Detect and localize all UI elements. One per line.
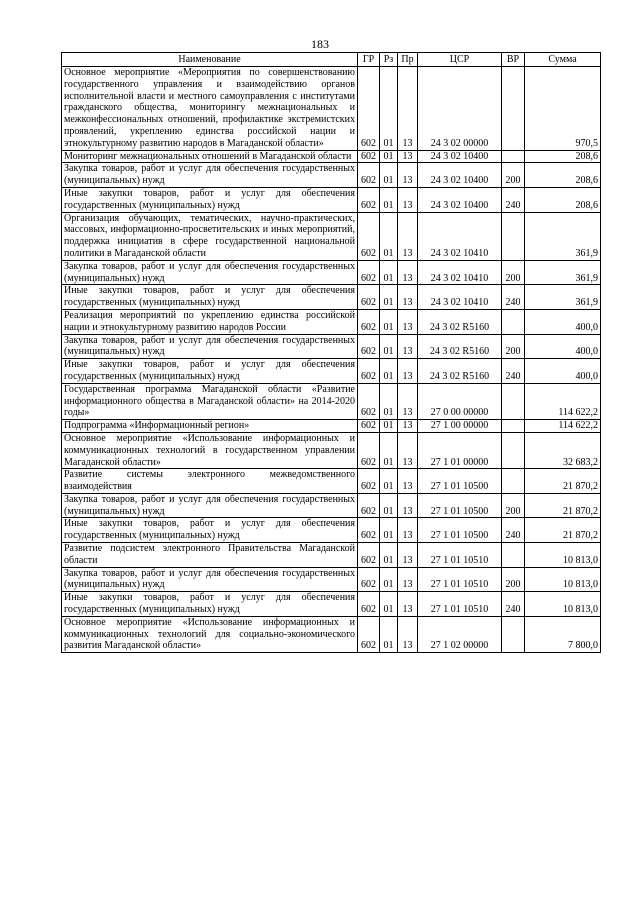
cell-pr: 13 xyxy=(398,212,418,260)
cell-pr: 13 xyxy=(398,334,418,359)
cell-rz: 01 xyxy=(380,420,398,433)
cell-csr: 24 3 02 R5160 xyxy=(418,334,502,359)
cell-gr: 602 xyxy=(358,359,380,384)
cell-csr: 24 3 02 10400 xyxy=(418,150,502,163)
table-row xyxy=(62,493,601,518)
cell-gr: 602 xyxy=(358,187,380,212)
cell-name: Подпрограмма «Информационный регион» xyxy=(62,420,358,433)
cell-rz: 01 xyxy=(380,469,398,494)
cell-rz: 01 xyxy=(380,383,398,419)
cell-gr: 602 xyxy=(358,309,380,334)
cell-vr xyxy=(502,432,525,468)
cell-vr xyxy=(502,469,525,494)
header-vr: ВР xyxy=(502,53,525,67)
cell-pr: 13 xyxy=(398,420,418,433)
cell-rz: 01 xyxy=(380,67,398,151)
cell-vr: 240 xyxy=(502,359,525,384)
table-row xyxy=(62,212,601,260)
cell-vr: 200 xyxy=(502,260,525,285)
cell-gr: 602 xyxy=(358,383,380,419)
cell-sum: 114 622,2 xyxy=(525,383,601,419)
cell-vr: 200 xyxy=(502,334,525,359)
cell-csr: 27 1 00 00000 xyxy=(418,420,502,433)
cell-name: Развитие системы электронного межведомственного взаимодействия xyxy=(62,469,358,494)
cell-sum: 970,5 xyxy=(525,67,601,151)
cell-sum: 7 800,0 xyxy=(525,616,601,652)
cell-gr: 602 xyxy=(358,432,380,468)
table-row xyxy=(62,432,601,468)
cell-csr: 27 1 01 10510 xyxy=(418,567,502,592)
cell-pr: 13 xyxy=(398,432,418,468)
cell-vr xyxy=(502,309,525,334)
cell-gr: 602 xyxy=(358,285,380,310)
cell-name: Иные закупки товаров, работ и услуг для обеспечения государственных (муниципальных) нужд xyxy=(62,592,358,617)
cell-name: Мониторинг межнациональных отношений в Магаданской области xyxy=(62,150,358,163)
cell-vr: 240 xyxy=(502,592,525,617)
table-row xyxy=(62,285,601,310)
cell-gr: 602 xyxy=(358,616,380,652)
cell-rz: 01 xyxy=(380,163,398,188)
cell-sum: 361,9 xyxy=(525,285,601,310)
cell-rz: 01 xyxy=(380,493,398,518)
cell-pr: 13 xyxy=(398,359,418,384)
cell-rz: 01 xyxy=(380,616,398,652)
cell-csr: 27 0 00 00000 xyxy=(418,383,502,419)
cell-pr: 13 xyxy=(398,383,418,419)
cell-pr: 13 xyxy=(398,260,418,285)
cell-rz: 01 xyxy=(380,285,398,310)
budget-table xyxy=(61,52,601,653)
cell-sum: 400,0 xyxy=(525,359,601,384)
cell-vr xyxy=(502,67,525,151)
cell-sum: 400,0 xyxy=(525,309,601,334)
cell-csr: 27 1 01 10510 xyxy=(418,592,502,617)
cell-csr: 27 1 02 00000 xyxy=(418,616,502,652)
cell-gr: 602 xyxy=(358,334,380,359)
cell-name: Основное мероприятие «Мероприятия по совершенствованию государственного управления и взаимодействию органов исполнительной власти и местного самоуправления с институтами гражданского общества, мониторингу межнациональных и межконфессиональных отношений, профилактике экстремистских проявлений, укреплению единства российской нации и этнокультурному развитию народов в Магаданской области» xyxy=(62,67,358,151)
cell-name: Закупка товаров, работ и услуг для обеспечения государственных (муниципальных) нужд xyxy=(62,567,358,592)
cell-gr: 602 xyxy=(358,260,380,285)
cell-rz: 01 xyxy=(380,543,398,568)
cell-vr xyxy=(502,543,525,568)
table-row xyxy=(62,359,601,384)
cell-vr: 200 xyxy=(502,163,525,188)
header-name: Наименование xyxy=(62,53,358,67)
table-header-row xyxy=(62,53,601,67)
cell-csr: 27 1 01 10510 xyxy=(418,543,502,568)
cell-name: Реализация мероприятий по укреплению единства российской нации и этнокультурному развитию народов России xyxy=(62,309,358,334)
cell-sum: 114 622,2 xyxy=(525,420,601,433)
cell-sum: 208,6 xyxy=(525,163,601,188)
cell-csr: 27 1 01 00000 xyxy=(418,432,502,468)
cell-vr: 240 xyxy=(502,518,525,543)
cell-sum: 361,9 xyxy=(525,212,601,260)
header-gr: ГР xyxy=(358,53,380,67)
cell-name: Закупка товаров, работ и услуг для обеспечения государственных (муниципальных) нужд xyxy=(62,493,358,518)
cell-sum: 361,9 xyxy=(525,260,601,285)
cell-pr: 13 xyxy=(398,285,418,310)
table-row xyxy=(62,567,601,592)
cell-pr: 13 xyxy=(398,67,418,151)
cell-name: Основное мероприятие «Использование информационных и коммуникационных технологий в государственном управлении Магаданской области» xyxy=(62,432,358,468)
table-row xyxy=(62,592,601,617)
cell-rz: 01 xyxy=(380,187,398,212)
cell-pr: 13 xyxy=(398,309,418,334)
table-row xyxy=(62,469,601,494)
header-csr: ЦСР xyxy=(418,53,502,67)
table-row xyxy=(62,616,601,652)
cell-csr: 24 3 02 00000 xyxy=(418,67,502,151)
cell-pr: 13 xyxy=(398,150,418,163)
cell-sum: 10 813,0 xyxy=(525,592,601,617)
cell-sum: 400,0 xyxy=(525,334,601,359)
cell-rz: 01 xyxy=(380,260,398,285)
cell-pr: 13 xyxy=(398,469,418,494)
cell-vr xyxy=(502,420,525,433)
cell-rz: 01 xyxy=(380,359,398,384)
cell-sum: 21 870,2 xyxy=(525,518,601,543)
cell-csr: 27 1 01 10500 xyxy=(418,493,502,518)
cell-name: Иные закупки товаров, работ и услуг для обеспечения государственных (муниципальных) нужд xyxy=(62,187,358,212)
cell-sum: 10 813,0 xyxy=(525,567,601,592)
table-row xyxy=(62,334,601,359)
cell-name: Государственная программа Магаданской области «Развитие информационного общества в Магаданской области» на 2014-2020 годы» xyxy=(62,383,358,419)
cell-sum: 208,6 xyxy=(525,150,601,163)
cell-sum: 32 683,2 xyxy=(525,432,601,468)
cell-csr: 24 3 02 10400 xyxy=(418,163,502,188)
cell-vr xyxy=(502,616,525,652)
cell-name: Иные закупки товаров, работ и услуг для обеспечения государственных (муниципальных) нужд xyxy=(62,285,358,310)
page-number: 183 xyxy=(311,37,329,51)
cell-vr: 200 xyxy=(502,567,525,592)
table-row xyxy=(62,163,601,188)
cell-rz: 01 xyxy=(380,212,398,260)
cell-pr: 13 xyxy=(398,616,418,652)
cell-sum: 21 870,2 xyxy=(525,493,601,518)
cell-rz: 01 xyxy=(380,150,398,163)
cell-name: Развитие подсистем электронного Правительства Магаданской области xyxy=(62,543,358,568)
table-row xyxy=(62,543,601,568)
cell-name: Организация обучающих, тематических, научно-практических, массовых, информационно-просветительских и иных мероприятий, поддержка инициатив в сфере государственной национальной политики в Магаданской области xyxy=(62,212,358,260)
table-row xyxy=(62,67,601,151)
cell-gr: 602 xyxy=(358,163,380,188)
cell-vr: 200 xyxy=(502,493,525,518)
cell-name: Закупка товаров, работ и услуг для обеспечения государственных (муниципальных) нужд xyxy=(62,163,358,188)
cell-rz: 01 xyxy=(380,592,398,617)
cell-sum: 208,6 xyxy=(525,187,601,212)
table-row xyxy=(62,383,601,419)
table-row xyxy=(62,260,601,285)
header-pr: Пр xyxy=(398,53,418,67)
cell-rz: 01 xyxy=(380,567,398,592)
cell-pr: 13 xyxy=(398,567,418,592)
header-rz: Рз xyxy=(380,53,398,67)
cell-name: Закупка товаров, работ и услуг для обеспечения государственных (муниципальных) нужд xyxy=(62,334,358,359)
cell-gr: 602 xyxy=(358,592,380,617)
header-sum: Сумма xyxy=(525,53,601,67)
cell-vr xyxy=(502,212,525,260)
cell-csr: 24 3 02 R5160 xyxy=(418,359,502,384)
cell-csr: 27 1 01 10500 xyxy=(418,469,502,494)
cell-sum: 21 870,2 xyxy=(525,469,601,494)
cell-pr: 13 xyxy=(398,493,418,518)
cell-rz: 01 xyxy=(380,432,398,468)
cell-gr: 602 xyxy=(358,150,380,163)
table-row xyxy=(62,187,601,212)
cell-sum: 10 813,0 xyxy=(525,543,601,568)
cell-gr: 602 xyxy=(358,543,380,568)
cell-gr: 602 xyxy=(358,469,380,494)
table-row xyxy=(62,150,601,163)
cell-csr: 24 3 02 10410 xyxy=(418,260,502,285)
cell-gr: 602 xyxy=(358,567,380,592)
cell-csr: 24 3 02 10410 xyxy=(418,285,502,310)
cell-gr: 602 xyxy=(358,493,380,518)
cell-vr xyxy=(502,150,525,163)
cell-gr: 602 xyxy=(358,518,380,543)
cell-rz: 01 xyxy=(380,518,398,543)
cell-vr xyxy=(502,383,525,419)
cell-pr: 13 xyxy=(398,543,418,568)
cell-pr: 13 xyxy=(398,163,418,188)
cell-vr: 240 xyxy=(502,187,525,212)
cell-name: Иные закупки товаров, работ и услуг для обеспечения государственных (муниципальных) нужд xyxy=(62,518,358,543)
cell-name: Закупка товаров, работ и услуг для обеспечения государственных (муниципальных) нужд xyxy=(62,260,358,285)
cell-pr: 13 xyxy=(398,187,418,212)
cell-csr: 24 3 02 10410 xyxy=(418,212,502,260)
cell-gr: 602 xyxy=(358,212,380,260)
cell-rz: 01 xyxy=(380,309,398,334)
cell-vr: 240 xyxy=(502,285,525,310)
table-row xyxy=(62,420,601,433)
cell-pr: 13 xyxy=(398,518,418,543)
cell-name: Основное мероприятие «Использование информационных и коммуникационных технологий для социально-экономического развития Магаданской области» xyxy=(62,616,358,652)
cell-csr: 24 3 02 10400 xyxy=(418,187,502,212)
cell-csr: 24 3 02 R5160 xyxy=(418,309,502,334)
cell-gr: 602 xyxy=(358,420,380,433)
table-row xyxy=(62,518,601,543)
cell-csr: 27 1 01 10500 xyxy=(418,518,502,543)
cell-gr: 602 xyxy=(358,67,380,151)
cell-name: Иные закупки товаров, работ и услуг для обеспечения государственных (муниципальных) нужд xyxy=(62,359,358,384)
cell-rz: 01 xyxy=(380,334,398,359)
table-row xyxy=(62,309,601,334)
cell-pr: 13 xyxy=(398,592,418,617)
